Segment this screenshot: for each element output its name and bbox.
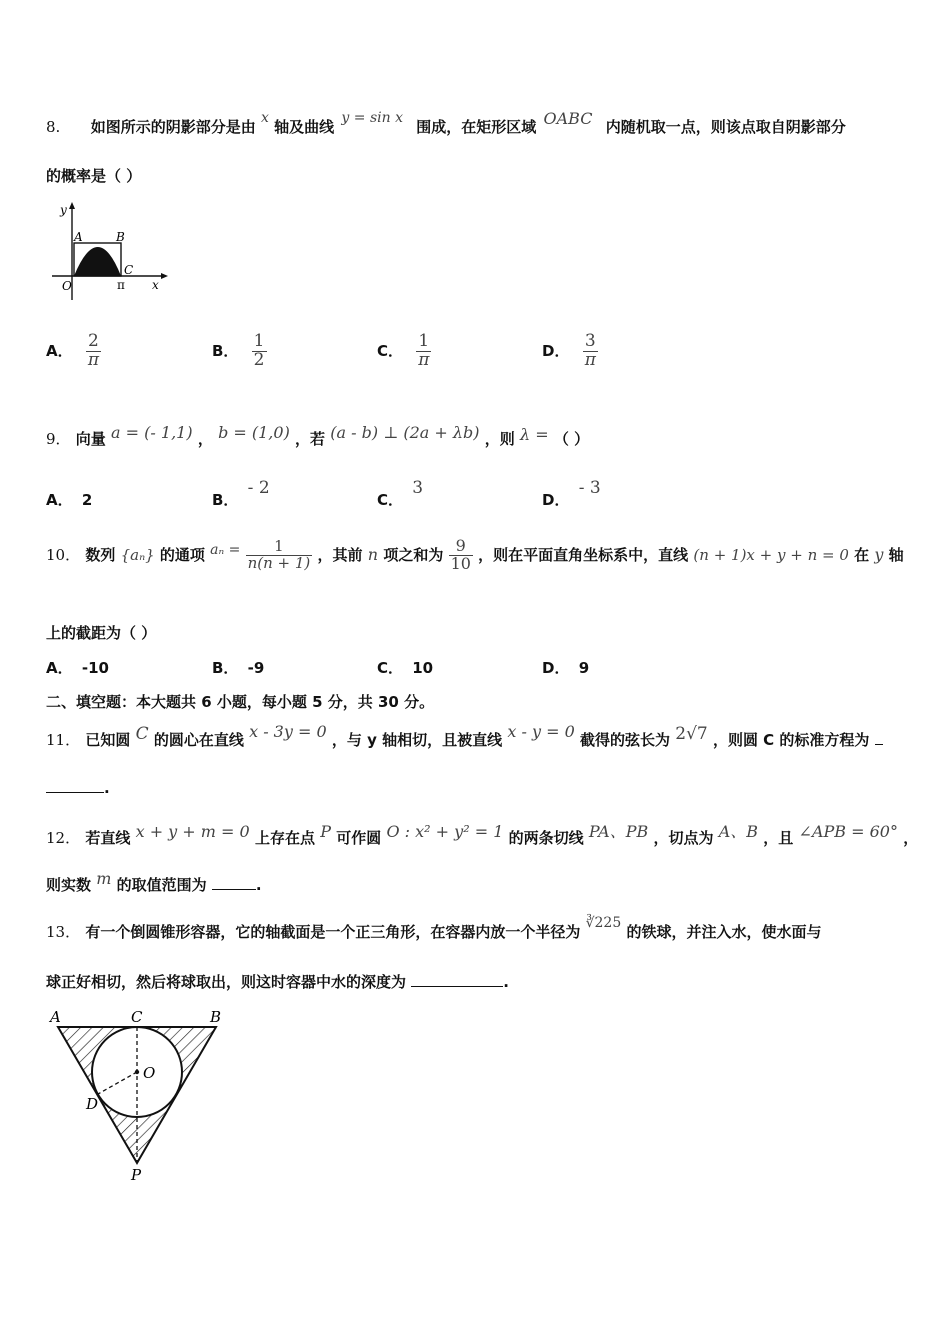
q8-curve: y = sin x [341,110,403,126]
q12-points: A、B [718,822,759,841]
q11-number: 11． [46,731,81,749]
q8-fig-x: x [152,278,159,292]
option-label: B． [212,341,239,360]
q8-option-a [46,333,101,370]
option-fraction [252,333,267,370]
q8-option-d [542,333,598,370]
q11-text-5: ，则圆 C 的标准方程为 [712,731,870,749]
q8-fig-B: B [116,230,125,244]
q13-text-2: 的铁球，并注入水，使水面与 [626,923,822,941]
q8-line2: 的概率是（ ） [46,167,142,185]
q11-line1-eq: x - 3y = 0 [249,722,327,741]
frac-den: 2 [253,349,265,370]
q9-text-1: 向量 [75,430,106,448]
q9-option-c [377,478,424,510]
q8-fig-y: y [60,203,67,217]
q13-period: . [503,973,509,991]
q9-comma: ， [197,430,213,448]
option-label: D． [542,491,570,509]
q8-x-var: x [261,110,269,126]
q11-text-1: 已知圆 [85,731,131,749]
q8-text-3: 围成，在矩形区域 [416,118,537,136]
q11-answer-blank-2[interactable] [46,792,104,793]
option-value: -10 [81,659,109,677]
q13-number: 13． [46,923,81,941]
option-label: C． [377,659,404,677]
option-label: C． [377,341,404,360]
q8-text-2: 轴及曲线 [274,118,335,136]
q8-sine-figure [46,196,174,308]
q8-option-c [377,333,431,370]
option-label: A． [46,341,73,360]
q12-tangents: PA、PB [588,822,649,841]
q10-an-fraction [246,539,313,572]
q13-fig-O: O [143,1064,156,1082]
q10-text-5: ，则在平面直角坐标系中，直线 [478,545,689,564]
option-value: - 3 [578,478,601,498]
q9-condition: (a - b) ⊥ (2a + λb) [330,423,480,442]
q10-n: n [367,544,379,564]
option-label: B． [212,491,239,509]
option-value: - 2 [247,478,270,498]
q12-circle: O : x² + y² = 1 [386,822,504,841]
frac-den: 10 [450,553,471,573]
q8-option-b [212,333,267,370]
q10-option-c [377,657,433,678]
q10-option-a [46,657,109,678]
q10-text-1: 数列 [85,545,116,564]
q11-period: . [104,779,110,797]
q11-line2 [46,779,110,797]
q13-line2 [46,971,509,992]
frac-num: 1 [418,331,430,351]
q12-text-3: 可作圆 [336,829,382,847]
frac-den: π [87,349,100,370]
q9-vector-a: a = (- 1,1) [111,423,193,442]
q13-fig-D: D [86,1095,99,1113]
q10-number: 10． [46,545,81,564]
option-value: 10 [412,659,434,677]
frac-den: π [584,349,596,370]
option-label: A． [46,491,73,509]
q10-text-3: ，其前 [317,545,363,564]
option-label: D． [542,341,570,360]
q10-text-2: 的通项 [159,545,205,564]
q8-region: OABC [543,109,593,128]
q9-text-4: （ ） [553,430,590,448]
q11-text-4: 截得的弦长为 [580,731,671,749]
q11-line1 [46,722,883,750]
q11-text-2: 的圆心在直线 [153,731,244,749]
q12-text-7: ， [903,829,919,847]
frac-den: π [418,349,430,370]
q8-fig-O: O [62,279,72,293]
q10-text-4: 项之和为 [383,545,444,564]
q13-line1 [46,915,822,942]
q10-text-7: 轴 [888,545,904,564]
q12-number: 12． [46,829,81,847]
q12-text-2: 上存在点 [254,829,315,847]
frac-num: 1 [274,537,284,556]
q13-text-3: 球正好相切，然后将球取出，则这时容器中水的深度为 [46,973,407,991]
frac-num: 3 [584,331,596,351]
q9-option-d [542,478,601,510]
q10-y: y [874,544,884,564]
option-label: C． [377,491,404,509]
q10-line: (n + 1)x + y + n = 0 [693,545,849,564]
q10-seq: {aₙ} [120,545,155,564]
q12-angle: ∠APB = 60° [798,822,898,841]
q9-lambda: λ = [520,425,549,444]
option-value: 3 [412,478,424,498]
q12-line2 [46,869,262,895]
q9-number: 9． [46,430,71,448]
q12-line: x + y + m = 0 [135,822,250,841]
q13-fig-B: B [210,1008,222,1026]
option-fraction [583,333,598,370]
q11-chord: 2√7 [675,724,708,744]
q12-m: m [96,869,112,888]
q12-text-8: 则实数 [46,876,92,894]
q12-text-4: 的两条切线 [508,829,584,847]
q13-fig-C: C [131,1008,143,1026]
q9-vector-b: b = (1,0) [218,423,290,442]
q10-option-b [212,657,264,678]
q9-text-3: ，则 [484,430,515,448]
q8-line1 [46,109,846,137]
q12-text-5: ，切点为 [653,829,714,847]
q11-text-3: ，与 y 轴相切，且被直线 [331,731,503,749]
option-fraction [416,333,431,370]
option-value: 9 [578,659,590,677]
q8-text-1: 如图所示的阴影部分是由 [90,118,256,136]
q12-line1 [46,822,919,848]
q13-answer-blank[interactable] [411,986,503,987]
q10-text-6: 在 [854,545,870,564]
q12-P: P [320,822,331,841]
option-value: -9 [247,659,265,677]
q13-cone-figure [46,1005,236,1185]
q8-fig-C: C [124,263,134,277]
q12-text-6: ，且 [763,829,794,847]
q12-period: . [255,876,262,894]
q13-text-1: 有一个倒圆锥形容器，它的轴截面是一个正三角形，在容器内放一个半径为 [85,923,581,941]
option-label: B． [212,659,239,677]
q12-answer-blank[interactable] [212,889,256,890]
q11-answer-blank-1[interactable] [875,744,883,745]
frac-num: 2 [88,331,99,351]
q10-line2: 上的截距为（ ） [46,624,157,642]
q12-text-9: 的取值范围为 [116,876,207,894]
section-heading: 二、填空题：本大题共 6 小题，每小题 5 分，共 30 分。 [46,693,435,711]
q8-number: 8. [46,118,61,136]
q9-option-b [212,478,270,510]
frac-den: n(n + 1) [247,553,311,572]
q9-text-2: ，若 [295,430,326,448]
q10-sum-fraction [449,538,473,573]
q10-line1 [46,538,904,573]
frac-num: 9 [455,536,466,555]
q11-C: C [135,724,149,744]
q8-text-4: 内随机取一点，则该点取自阴影部分 [605,118,846,136]
option-value: 2 [81,491,93,509]
q13-fig-A: A [50,1008,61,1026]
q10-option-d [542,657,589,678]
q13-radius: ∛225 [585,915,622,931]
q9-line1 [46,423,590,449]
frac-num: 1 [253,331,265,351]
option-label: A． [46,659,73,677]
q9-option-a [46,489,92,510]
option-label: D． [542,659,570,677]
q10-an: aₙ = [210,541,241,558]
q13-fig-P: P [131,1166,142,1184]
q11-line2-eq: x - y = 0 [507,722,575,741]
q8-fig-pi: π [117,278,125,292]
option-fraction [86,333,101,370]
q8-fig-A: A [74,230,83,244]
q12-text-1: 若直线 [85,829,131,847]
